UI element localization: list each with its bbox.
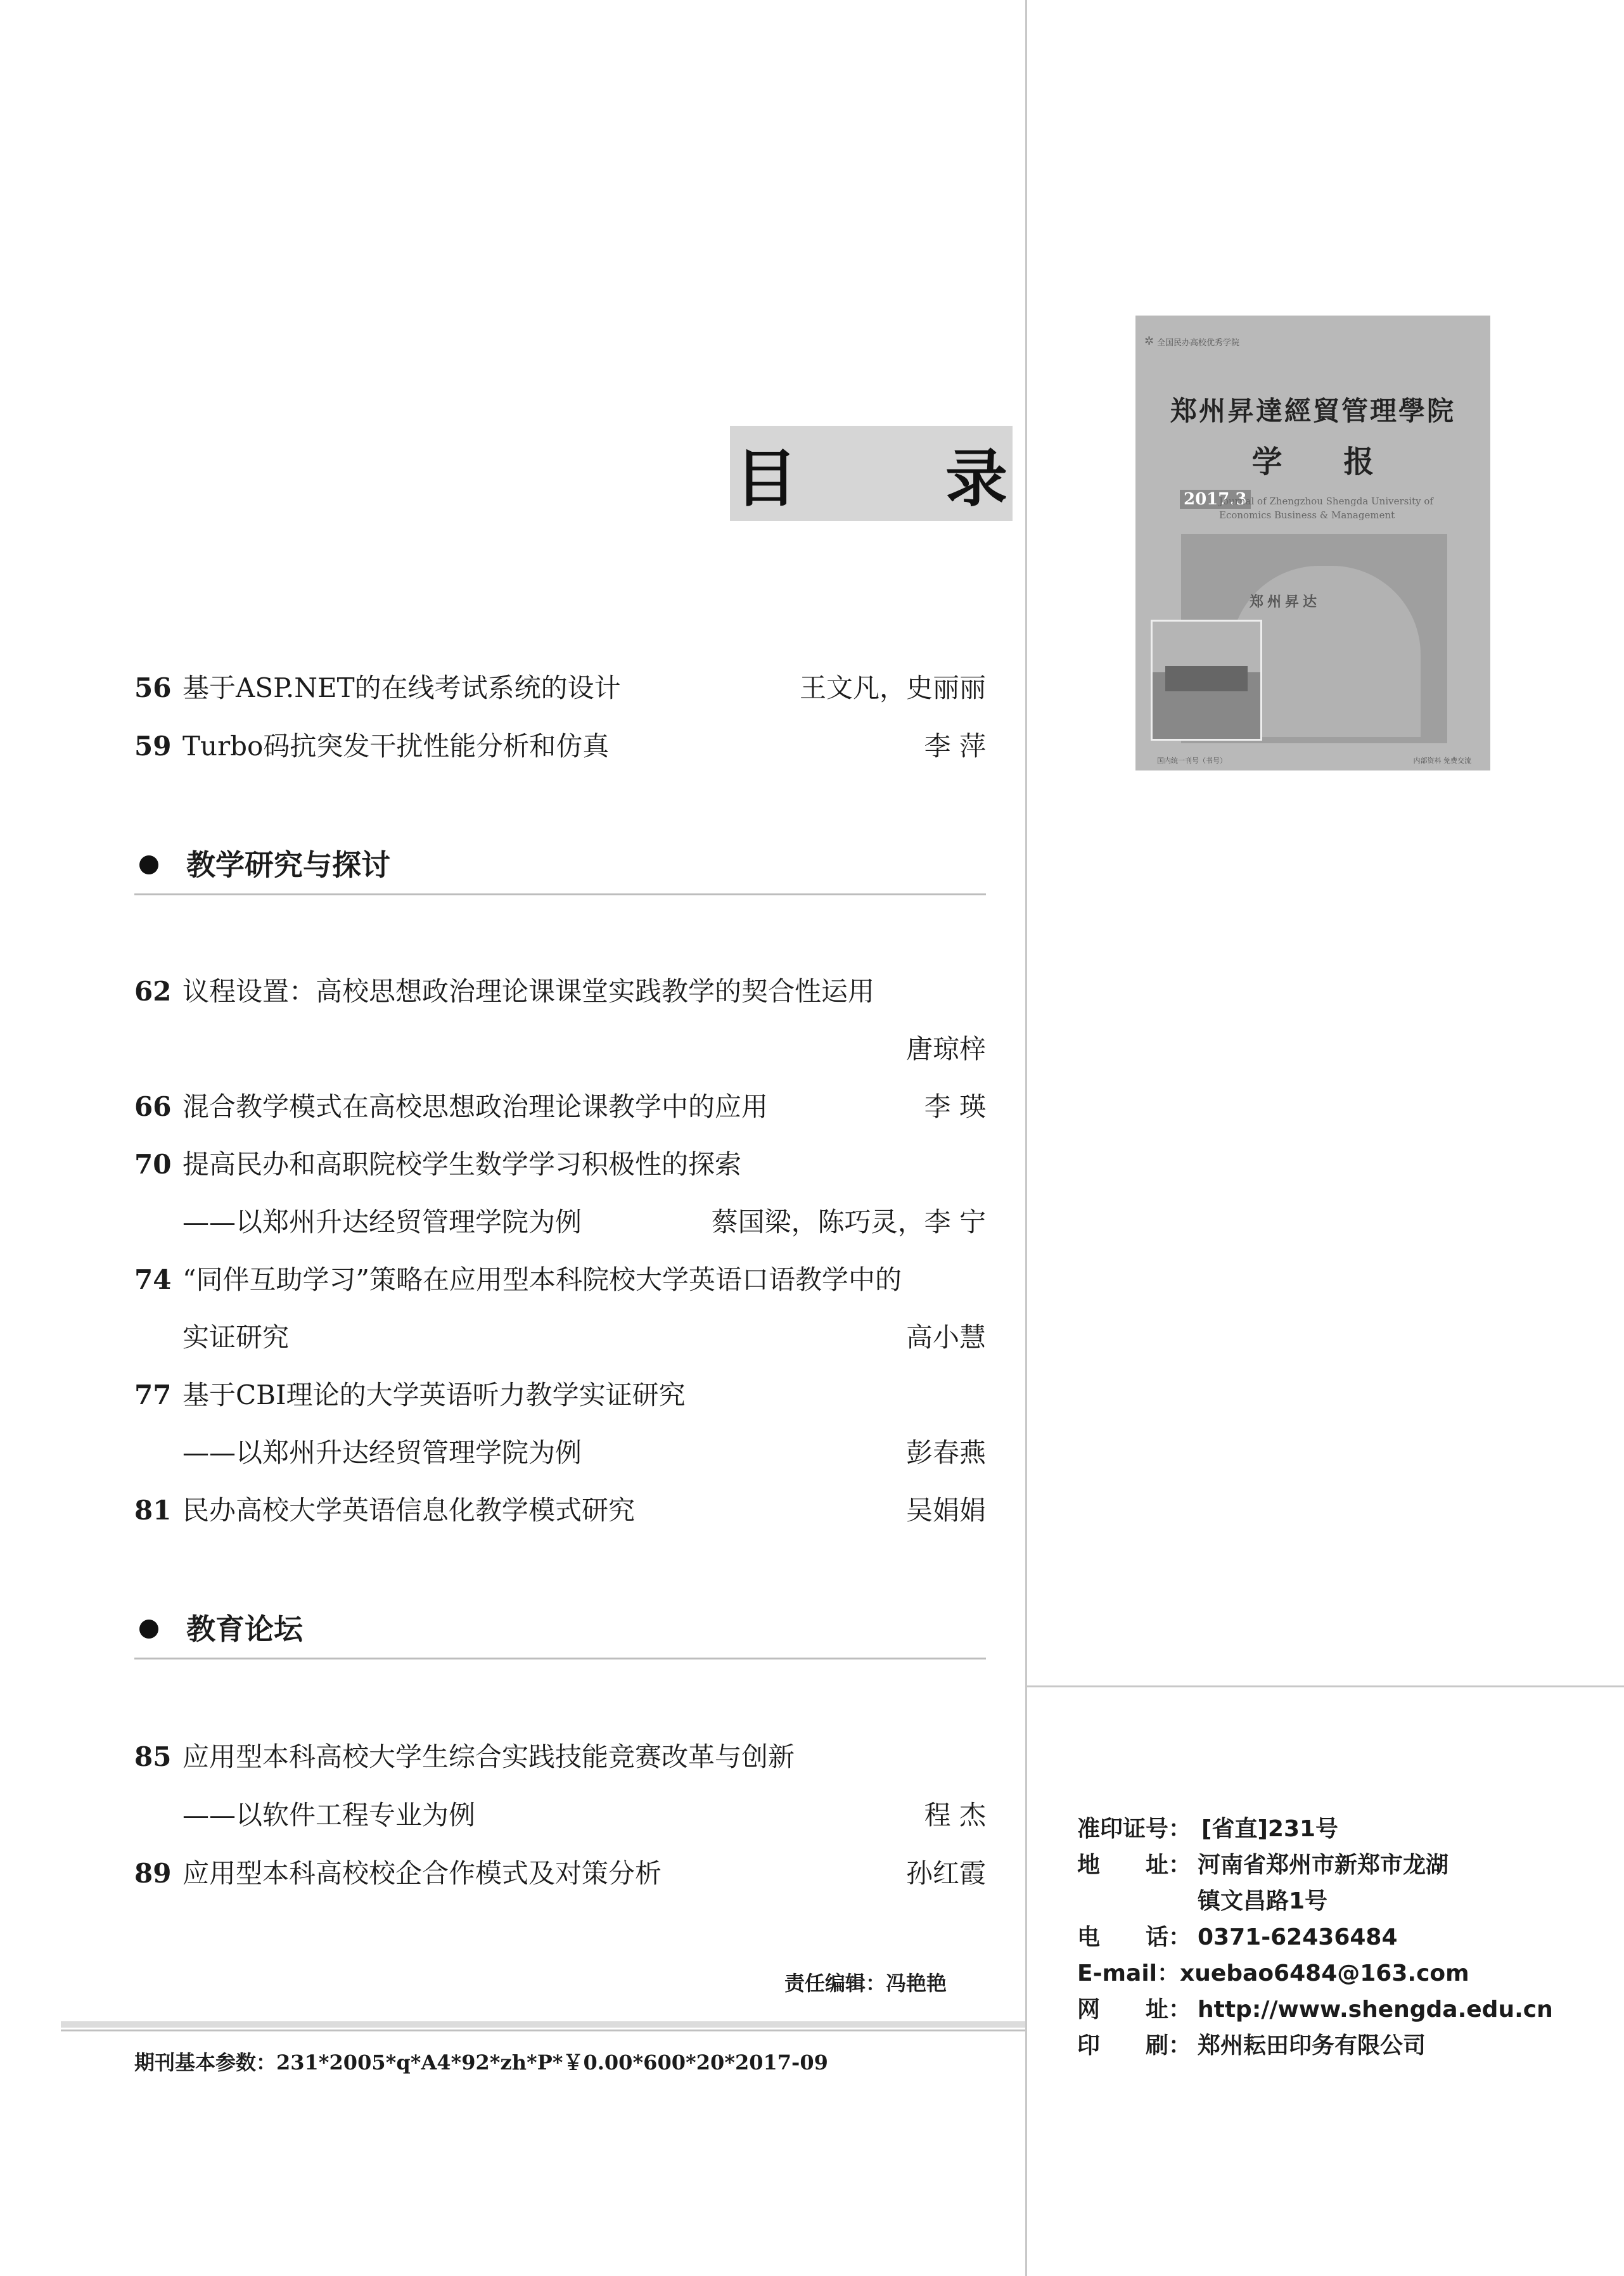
- toc-entry-continued[interactable]: 实证研究 高小慧: [182, 1322, 986, 1353]
- toc-entry[interactable]: 74 “同伴互助学习”策略在应用型本科院校大学英语口语教学中的: [134, 1264, 902, 1295]
- website-link[interactable]: http://www.shengda.edu.cn: [1198, 1997, 1553, 2023]
- toc-entry[interactable]: 81 民办高校大学英语信息化教学模式研究 吴娟娟: [134, 1495, 986, 1526]
- cover-english-title: Journal of Zhengzhou Shengda University of Economics Business & Management: [1219, 495, 1433, 521]
- cover-logo-icon: ✲: [1144, 335, 1154, 348]
- section-header-forum: 教育论坛: [134, 1607, 986, 1659]
- toc-entry[interactable]: 85 应用型本科高校大学生综合实践技能竞赛改革与创新: [134, 1741, 795, 1772]
- journal-parameters: 期刊基本参数：231*2005*q*A4*92*zh*P*￥0.00*600*20*2017-09: [134, 2050, 828, 2075]
- section-header-teaching: 教学研究与探讨: [134, 843, 986, 895]
- footer-rule-thin: [61, 2030, 1025, 2031]
- footer-rule: [61, 2021, 1025, 2028]
- center-divider: [1025, 0, 1027, 2276]
- email-link[interactable]: xuebao6484@163.com: [1180, 1960, 1469, 1986]
- cover-brand: 全国民办高校优秀学院: [1157, 338, 1240, 348]
- toc-entry[interactable]: 77 基于CBI理论的大学英语听力教学实证研究: [134, 1379, 686, 1410]
- toc-title: 目 录: [734, 442, 1071, 515]
- cover-inset-photo: [1151, 620, 1262, 741]
- cover-footer-left: 国内统一刊号（书号）: [1157, 757, 1227, 765]
- toc-title-box: [730, 426, 1071, 521]
- toc-entry[interactable]: 56 基于ASP.NET的在线考试系统的设计 王文凡，史丽丽: [134, 672, 986, 703]
- bullet-icon: [139, 1620, 158, 1639]
- toc-entry[interactable]: 89 应用型本科高校校企合作模式及对策分析 孙红霞: [134, 1858, 986, 1889]
- toc-entry[interactable]: 59 Turbo码抗突发干扰性能分析和仿真 李 萍: [134, 731, 986, 762]
- toc-entry[interactable]: 62 议程设置：高校思想政治理论课课堂实践教学的契合性运用: [134, 976, 875, 1007]
- toc-entry[interactable]: 70 提高民办和高职院校学生数学学习积极性的探索: [134, 1149, 742, 1180]
- right-divider: [1027, 1685, 1624, 1687]
- bullet-icon: [139, 855, 158, 874]
- toc-entry[interactable]: 66 混合教学模式在高校思想政治理论课教学中的应用 李 瑛: [134, 1091, 986, 1122]
- cover-journal-subtitle: 学 报: [1251, 444, 1400, 480]
- responsible-editor: 责任编辑：冯艳艳: [784, 1971, 947, 1995]
- toc-entry-continued[interactable]: ——以郑州升达经贸管理学院为例 蔡国梁，陈巧灵，李 宁: [182, 1206, 986, 1237]
- cover-footer-right: 内部资料 免费交流: [1413, 757, 1471, 765]
- journal-cover: [1135, 316, 1490, 770]
- toc-entry-continued[interactable]: ——以郑州升达经贸管理学院为例 彭春燕: [182, 1437, 986, 1468]
- cover-gate-name: 郑州昇达: [1250, 594, 1321, 610]
- cover-journal-title: 郑州昇達經貿管理學院: [1170, 395, 1455, 426]
- cover-issue: 2017.3: [1180, 490, 1251, 509]
- toc-entry-continued[interactable]: 唐琼梓: [905, 1033, 986, 1064]
- toc-entry-continued[interactable]: ——以软件工程专业为例 程 杰: [182, 1800, 986, 1831]
